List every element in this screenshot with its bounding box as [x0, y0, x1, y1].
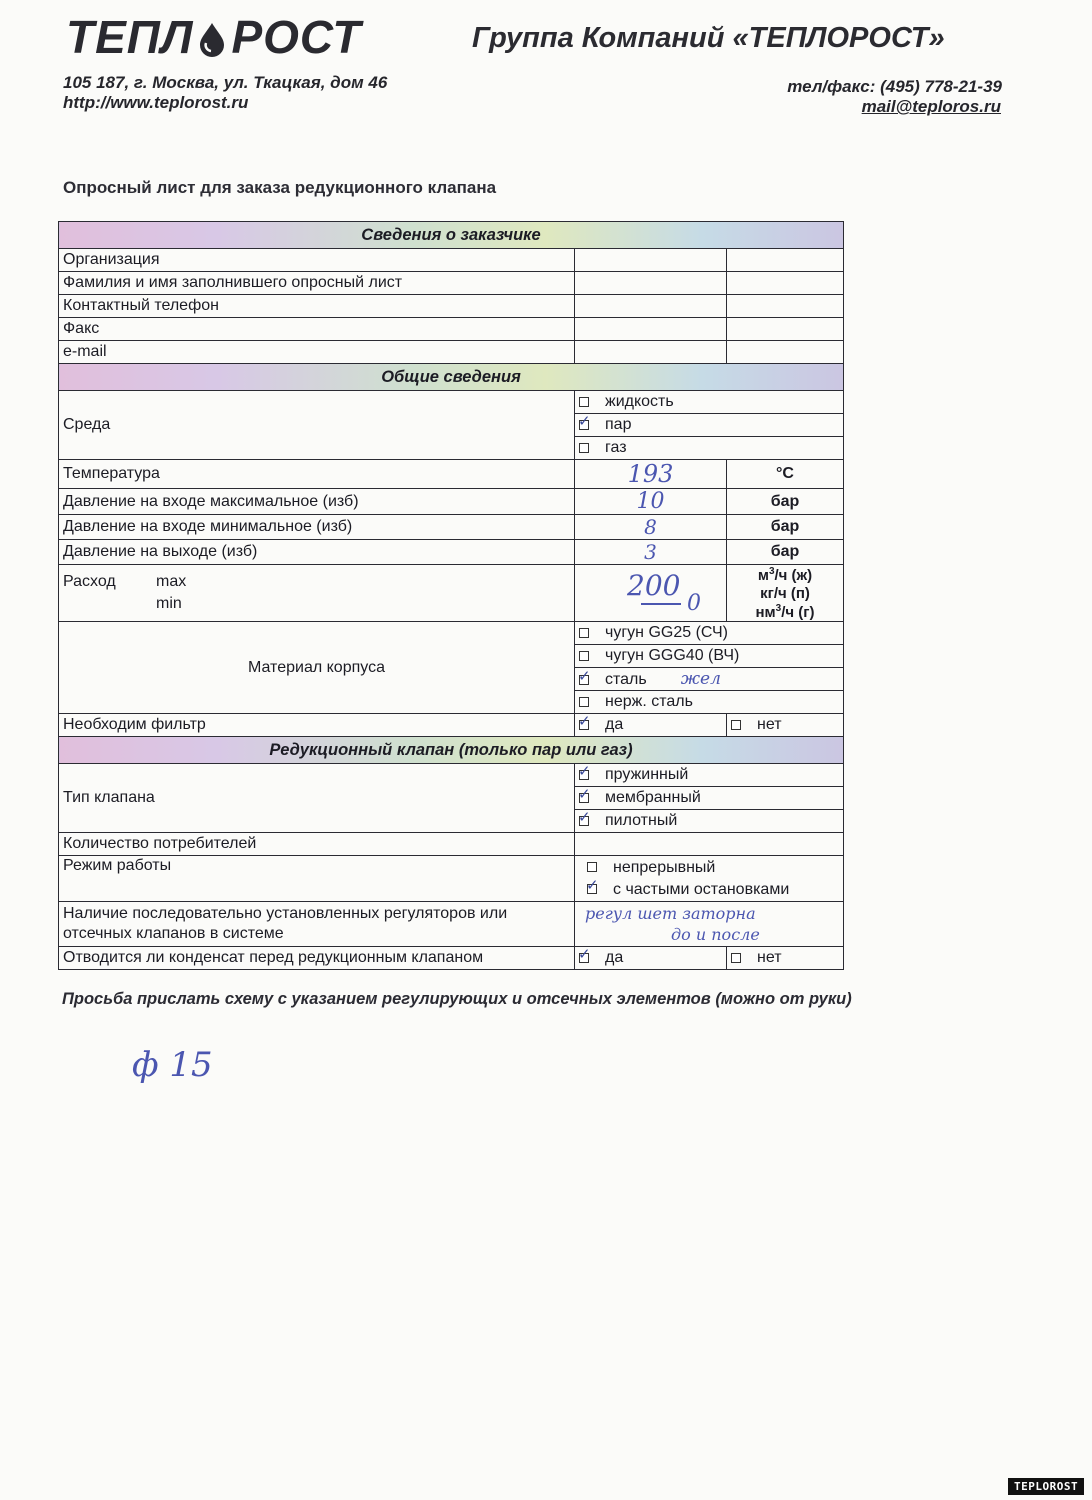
- table-row: [59, 341, 844, 364]
- option-continuous[interactable]: непрерывный: [587, 857, 839, 879]
- check-mark-icon: ✓: [586, 876, 599, 895]
- checkbox-checked[interactable]: [578, 809, 591, 826]
- regulators-answer[interactable]: регул шет заторна до и после: [575, 902, 844, 947]
- checkbox[interactable]: [579, 397, 589, 407]
- consumers-label: Количество потребителей: [59, 833, 575, 856]
- checkbox[interactable]: [579, 443, 589, 453]
- filter-yes[interactable]: ✓ да: [575, 714, 727, 737]
- unit-steam: кг/ч (п): [760, 585, 810, 602]
- input-cell[interactable]: [575, 272, 727, 295]
- checkbox-checked[interactable]: [578, 946, 591, 963]
- condensate-label: Отводится ли конденсат перед редукционным клапаном: [59, 947, 575, 970]
- pressure-out-value[interactable]: 3: [575, 540, 727, 565]
- website-link[interactable]: http://www.teplorost.ru: [63, 93, 249, 112]
- condensate-yes[interactable]: ✓ да: [575, 947, 727, 970]
- section-customer: Сведения о заказчике: [59, 222, 844, 249]
- checkbox-checked[interactable]: [578, 413, 591, 430]
- flow-units-cell: [727, 565, 844, 622]
- input-cell[interactable]: [727, 318, 844, 341]
- address: 105 187, г. Москва, ул. Ткацкая, дом 46: [63, 73, 388, 92]
- check-mark-icon: ✓: [578, 786, 591, 803]
- temperature-value[interactable]: 193: [575, 460, 727, 489]
- check-mark-icon: ✓: [578, 413, 591, 430]
- material-label: Материал корпуса: [59, 622, 575, 714]
- input-cell[interactable]: [727, 295, 844, 318]
- table-row: [59, 249, 844, 272]
- input-cell[interactable]: [575, 249, 727, 272]
- pressure-in-min-label: Давление на входе минимальное (изб): [59, 515, 575, 540]
- check-mark-icon: ✓: [578, 667, 591, 685]
- filter-no[interactable]: нет: [727, 714, 844, 737]
- regulators-label: Наличие последовательно установленных регуляторов или отсечных клапанов в системе: [59, 902, 575, 947]
- input-cell[interactable]: [727, 272, 844, 295]
- unit-gas: $нм^3/ч$ (г): [755, 603, 815, 621]
- check-mark-icon: ✓: [578, 809, 591, 826]
- pressure-in-max-value[interactable]: 10: [575, 489, 727, 515]
- email-link[interactable]: mail@teploros.ru: [861, 97, 1001, 116]
- input-cell[interactable]: [575, 295, 727, 318]
- input-cell[interactable]: [575, 341, 727, 364]
- flow-label: Расход: [63, 573, 116, 590]
- watermark-stamp: TEPLOROST: [1008, 1478, 1084, 1495]
- footer-note: Просьба прислать схему с указанием регулирующих и отсечных элементов (можно от руки): [62, 990, 852, 1008]
- option-liquid[interactable]: жидкость: [575, 391, 844, 414]
- handwritten-diameter: ф 15: [132, 1045, 213, 1085]
- mode-options: [575, 856, 844, 902]
- checkbox-checked[interactable]: [586, 876, 599, 895]
- company-name: Группа Компаний «ТЕПЛОРОСТ»: [472, 22, 945, 54]
- pressure-unit: бар: [727, 515, 844, 540]
- row-label: Организация: [59, 249, 575, 272]
- flow-min-value: 0: [687, 591, 701, 616]
- checkbox-checked[interactable]: [578, 713, 591, 730]
- option-material-gg25[interactable]: чугун GG25 (СЧ): [575, 622, 844, 645]
- document-title: Опросный лист для заказа редукционного клапана: [63, 178, 497, 197]
- row-label: e-mail: [59, 341, 575, 364]
- flow-min-label: min: [156, 595, 182, 612]
- pressure-unit: бар: [727, 540, 844, 565]
- flow-value-cell[interactable]: [575, 565, 727, 622]
- filter-label: Необходим фильтр: [59, 714, 575, 737]
- logo-text-left: ТЕПЛ: [66, 11, 194, 63]
- medium-label: Среда: [59, 391, 575, 460]
- company-logo: [66, 10, 362, 64]
- row-label: Фамилия и имя заполнившего опросный лист: [59, 272, 575, 295]
- checkbox[interactable]: [579, 628, 589, 638]
- check-mark-icon: ✓: [578, 713, 591, 730]
- table-row: [59, 272, 844, 295]
- row-label: Факс: [59, 318, 575, 341]
- flow-max-value: 200: [627, 569, 681, 602]
- input-cell[interactable]: [727, 341, 844, 364]
- phone-fax: тел/факс: (495) 778-21-39: [787, 77, 1002, 96]
- option-spring[interactable]: ✓ пружинный: [575, 764, 844, 787]
- unit-liquid: $м^3/ч$ (ж): [757, 566, 813, 584]
- valve-type-label: Тип клапана: [59, 764, 575, 833]
- option-pilot[interactable]: ✓ пилотный: [575, 810, 844, 833]
- mode-label: Режим работы: [59, 856, 575, 902]
- check-mark-icon: ✓: [578, 763, 591, 780]
- flow-label-cell: [59, 565, 575, 622]
- consumers-input[interactable]: [575, 833, 844, 856]
- option-membrane[interactable]: ✓ мембранный: [575, 787, 844, 810]
- checkbox-checked[interactable]: [578, 786, 591, 803]
- checkbox[interactable]: [731, 953, 741, 963]
- option-material-steel[interactable]: ✓ сталь жел: [575, 668, 844, 691]
- order-form-table: [58, 221, 844, 970]
- option-gas[interactable]: газ: [575, 437, 844, 460]
- pressure-out-label: Давление на выходе (изб): [59, 540, 575, 565]
- option-material-ggg40[interactable]: чугун GGG40 (ВЧ): [575, 645, 844, 668]
- input-cell[interactable]: [575, 318, 727, 341]
- pressure-unit: бар: [727, 489, 844, 515]
- condensate-no[interactable]: нет: [727, 947, 844, 970]
- table-row: [59, 295, 844, 318]
- option-steam[interactable]: ✓ пар: [575, 414, 844, 437]
- pressure-in-min-value[interactable]: 8: [575, 515, 727, 540]
- checkbox[interactable]: [579, 651, 589, 661]
- checkbox-checked[interactable]: [578, 763, 591, 780]
- check-mark-icon: ✓: [578, 946, 591, 963]
- option-material-stainless[interactable]: нерж. сталь: [575, 691, 844, 714]
- temperature-unit: °С: [727, 460, 844, 489]
- fraction-line: [641, 603, 681, 605]
- table-row: [59, 318, 844, 341]
- option-frequent-stops[interactable]: ✓ с частыми остановками: [586, 876, 790, 898]
- row-label: Контактный телефон: [59, 295, 575, 318]
- input-cell[interactable]: [727, 249, 844, 272]
- checkbox-checked[interactable]: [578, 667, 591, 685]
- temperature-label: Температура: [59, 460, 575, 489]
- checkbox[interactable]: [579, 697, 589, 707]
- section-valve: Редукционный клапан (только пар или газ): [59, 737, 844, 764]
- flow-max-label: max: [156, 573, 187, 590]
- steel-handwritten-note: жел: [680, 669, 721, 689]
- checkbox[interactable]: [587, 862, 597, 872]
- checkbox[interactable]: [731, 720, 741, 730]
- logo-text-right: РОСТ: [231, 11, 362, 63]
- section-general: Общие сведения: [59, 364, 844, 391]
- oil-drop-icon: [194, 21, 230, 57]
- pressure-in-max-label: Давление на входе максимальное (изб): [59, 489, 575, 515]
